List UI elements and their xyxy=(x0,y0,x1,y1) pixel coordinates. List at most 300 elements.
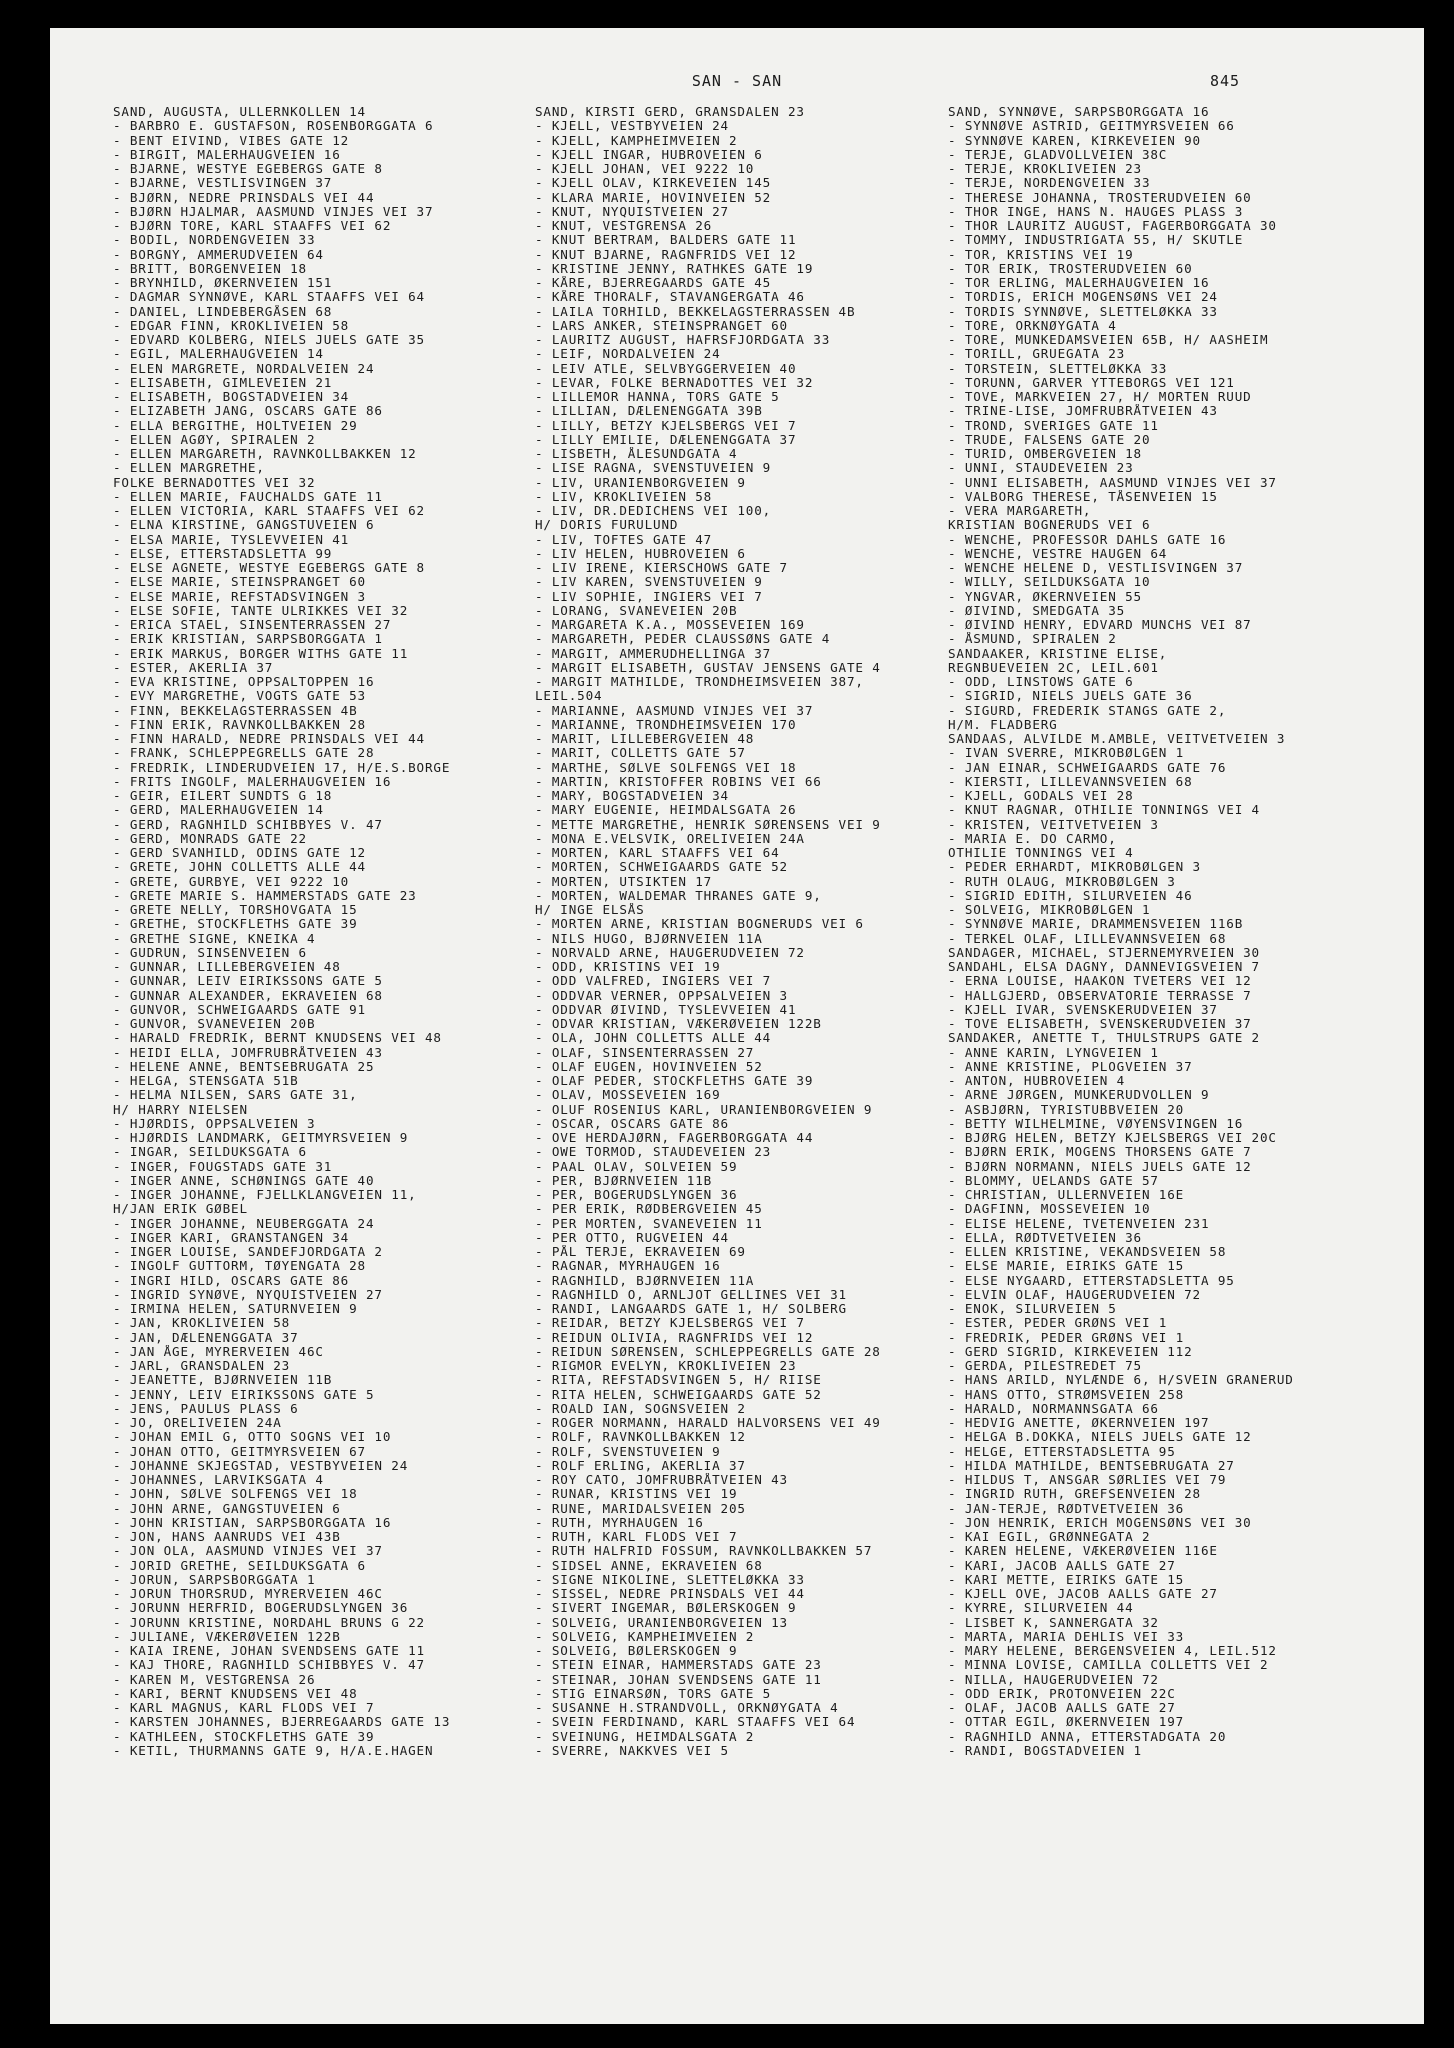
directory-entry: - ELLEN VICTORIA, KARL STAAFFS VEI 62 xyxy=(113,504,425,518)
directory-entry: H/ INGE ELSÅS xyxy=(535,903,645,917)
directory-entry: - SIGNE NIKOLINE, SLETTELØKKA 33 xyxy=(535,1572,805,1587)
directory-entry: - JORUNN KRISTINE, NORDAHL BRUNS G 22 xyxy=(113,1615,425,1630)
directory-entry: - WILLY, SEILDUKSGATA 10 xyxy=(948,575,1151,590)
directory-entry: - RAGNAR, MYRHAUGEN 16 xyxy=(535,1259,721,1274)
directory-entry: - RANDI, BOGSTADVEIEN 1 xyxy=(948,1743,1142,1758)
directory-entry: - ELLEN MARGRETHE, xyxy=(113,461,265,476)
directory-entry: - ERNA LOUISE, HAAKON TVETERS VEI 12 xyxy=(948,974,1252,989)
directory-entry: - INGER KARI, GRANSTANGEN 34 xyxy=(113,1230,350,1245)
directory-entry: KRISTIAN BOGNERUDS VEI 6 xyxy=(948,518,1151,533)
directory-entry: - GERD, MALERHAUGVEIEN 14 xyxy=(113,803,324,818)
directory-entry: - ODD VALFRED, INGIERS VEI 7 xyxy=(535,974,772,989)
directory-entry: - JON, HANS AANRUDS VEI 43B xyxy=(113,1530,341,1544)
directory-entry: - HJØRDIS, OPPSALVEIEN 3 xyxy=(113,1116,316,1131)
directory-entry: - MORTEN ARNE, KRISTIAN BOGNERUDS VEI 6 xyxy=(535,917,864,932)
directory-entry: - INGER LOUISE, SANDEFJORDGATA 2 xyxy=(113,1245,383,1259)
directory-entry: - ERICA STAEL, SINSENTERRASSEN 27 xyxy=(113,618,392,632)
directory-entry: - KJELL IVAR, SVENSKERUDVEIEN 37 xyxy=(948,1002,1218,1017)
directory-entry: LEIL.504 xyxy=(535,689,603,704)
directory-entry: - TOMMY, INDUSTRIGATA 55, H/ SKUTLE xyxy=(948,233,1244,248)
page-header-range: SAN - SAN xyxy=(691,72,783,90)
directory-entry: - PER ERIK, RØDBERGVEIEN 45 xyxy=(535,1202,763,1217)
directory-entry: - JORUN THORSRUD, MYRERVEIEN 46C xyxy=(113,1587,383,1601)
directory-entry: - GUNNAR, LEIV EIRIKSSONS GATE 5 xyxy=(113,974,383,989)
directory-entry: - INGER JOHANNE, NEUBERGGATA 24 xyxy=(113,1216,375,1231)
directory-entry: - ELSE MARIE, REFSTADSVINGEN 3 xyxy=(113,589,366,604)
directory-entry: - GRETHE SIGNE, KNEIKA 4 xyxy=(113,931,316,946)
directory-entry: - VERA MARGARETH, xyxy=(948,504,1092,518)
directory-entry: - JORID GRETHE, SEILDUKSGATA 6 xyxy=(113,1558,366,1573)
directory-entry: - SVERRE, NAKKVES VEI 5 xyxy=(535,1743,729,1758)
directory-entry: - MORTEN, SCHWEIGAARDS GATE 52 xyxy=(535,860,788,875)
directory-entry: - HELGE, ETTERSTADSLETTA 95 xyxy=(948,1444,1176,1459)
directory-entry: - TORILL, GRUEGATA 23 xyxy=(948,347,1126,362)
directory-entry: - FRITS INGOLF, MALERHAUGVEIEN 16 xyxy=(113,774,392,789)
directory-entry: - BRITT, BORGENVEIEN 18 xyxy=(113,261,307,276)
directory-entry: - ROY CATO, JOMFRUBRÅTVEIEN 43 xyxy=(535,1473,788,1487)
directory-entry: - KAREN M, VESTGRENSA 26 xyxy=(113,1672,316,1687)
directory-entry: - SUSANNE H.STRANDVOLL, ORKNØYGATA 4 xyxy=(535,1701,839,1715)
directory-entry: - LAURITZ AUGUST, HAFRSFJORDGATA 33 xyxy=(535,333,831,347)
directory-entry: - LEIF, NORDALVEIEN 24 xyxy=(535,347,721,362)
directory-entry: - ODDVAR ØIVIND, TYSLEVVEIEN 41 xyxy=(535,1002,797,1017)
directory-entry: SANDAAS, ALVILDE M.AMBLE, VEITVETVEIEN 3 xyxy=(948,732,1286,746)
directory-entry: - ELSE SOFIE, TANTE ULRIKKES VEI 32 xyxy=(113,603,409,618)
directory-entry: - PER OTTO, RUGVEIEN 44 xyxy=(535,1230,729,1245)
directory-entry: - KJELL, GODALS VEI 28 xyxy=(948,789,1134,803)
directory-entry: - TORSTEIN, SLETTELØKKA 33 xyxy=(948,361,1168,376)
directory-entry: - JOHN ARNE, GANGSTUVEIEN 6 xyxy=(113,1501,341,1516)
directory-entry: - ÅSMUND, SPIRALEN 2 xyxy=(948,632,1117,647)
directory-entry: - JORUNN HERFRID, BOGERUDSLYNGEN 36 xyxy=(113,1601,409,1616)
directory-entry: - KARL MAGNUS, KARL FLODS VEI 7 xyxy=(113,1701,375,1715)
directory-entry: - UNNI ELISABETH, AASMUND VINJES VEI 37 xyxy=(948,475,1277,490)
directory-entry: - TERKEL OLAF, LILLEVANNSVEIEN 68 xyxy=(948,931,1227,946)
directory-entry: - MARGIT MATHILDE, TRONDHEIMSVEIEN 387, xyxy=(535,675,864,689)
directory-entry: - RUTH OLAUG, MIKROBØLGEN 3 xyxy=(948,874,1176,889)
directory-entry: - YNGVAR, ØKERNVEIEN 55 xyxy=(948,589,1142,604)
directory-entry: - GRETE, JOHN COLLETTS ALLE 44 xyxy=(113,860,366,875)
directory-entry: - RUNE, MARIDALSVEIEN 205 xyxy=(535,1501,746,1516)
directory-entry: SAND, AUGUSTA, ULLERNKOLLEN 14 xyxy=(113,105,366,119)
directory-entry: - TURID, OMBERGVEIEN 18 xyxy=(948,447,1142,461)
directory-entry: - MINNA LOVISE, CAMILLA COLLETTS VEI 2 xyxy=(948,1658,1269,1673)
directory-entry: - SOLVEIG, BØLERSKOGEN 9 xyxy=(535,1644,738,1658)
directory-entry: - HEIDI ELLA, JOMFRUBRÅTVEIEN 43 xyxy=(113,1045,383,1060)
directory-entry: - OVE HERDAJØRN, FAGERBORGGATA 44 xyxy=(535,1131,814,1145)
directory-entry: - BJØRG HELEN, BETZY KJELSBERGS VEI 20C xyxy=(948,1131,1277,1145)
directory-entry: - RIGMOR EVELYN, KROKLIVEIEN 23 xyxy=(535,1359,797,1373)
directory-entry: - ROALD IAN, SOGNSVEIEN 2 xyxy=(535,1401,746,1416)
directory-entry: - PEDER ERHARDT, MIKROBØLGEN 3 xyxy=(948,860,1201,875)
directory-entry: - KAREN HELENE, VÆKERØVEIEN 116E xyxy=(948,1544,1218,1559)
directory-entry: - ANTON, HUBROVEIEN 4 xyxy=(948,1074,1126,1088)
page-number: 845 xyxy=(1210,72,1241,90)
directory-entry: - HEDVIG ANETTE, ØKERNVEIEN 197 xyxy=(948,1416,1210,1430)
directory-entry: - METTE MARGRETHE, HENRIK SØRENSENS VEI 9 xyxy=(535,817,881,832)
directory-entry: - LIV HELEN, HUBROVEIEN 6 xyxy=(535,546,746,561)
directory-entry: - KJELL OLAV, KIRKEVEIEN 145 xyxy=(535,176,772,191)
directory-entry: - OLAF, SINSENTERRASSEN 27 xyxy=(535,1045,755,1060)
directory-entry: - THOR LAURITZ AUGUST, FAGERBORGGATA 30 xyxy=(948,219,1277,233)
directory-entry: - KJELL, KAMPHEIMVEIEN 2 xyxy=(535,133,738,148)
directory-entry: - BARBRO E. GUSTAFSON, ROSENBORGGATA 6 xyxy=(113,119,434,134)
directory-entry: - ELLEN KRISTINE, VEKANDSVEIEN 58 xyxy=(948,1245,1227,1259)
directory-entry: - ASBJØRN, TYRISTUBBVEIEN 20 xyxy=(948,1102,1185,1117)
directory-entry: - KARI, JACOB AALLS GATE 27 xyxy=(948,1558,1176,1573)
directory-entry: - REIDUN OLIVIA, RAGNFRIDS VEI 12 xyxy=(535,1330,814,1345)
directory-entry: - GUNNAR, LILLEBERGVEIEN 48 xyxy=(113,960,341,974)
directory-entry: - KRISTEN, VEITVETVEIEN 3 xyxy=(948,817,1159,832)
directory-entry: - TOR, KRISTINS VEI 19 xyxy=(948,247,1134,262)
directory-entry: - REIDUN SØRENSEN, SCHLEPPEGRELLS GATE 28 xyxy=(535,1344,881,1359)
directory-entry: - ARNE JØRGEN, MUNKERUDVOLLEN 9 xyxy=(948,1088,1210,1103)
directory-entry: - GUNVOR, SVANEVEIEN 20B xyxy=(113,1017,316,1031)
directory-entry: - BJØRN ERIK, MOGENS THORSENS GATE 7 xyxy=(948,1145,1252,1160)
directory-entry: - UNNI, STAUDEVEIEN 23 xyxy=(948,461,1134,476)
directory-entry: - SYNNØVE KAREN, KIRKEVEIEN 90 xyxy=(948,133,1201,148)
directory-entry: - GERD, RAGNHILD SCHIBBYES V. 47 xyxy=(113,817,383,832)
directory-entry: - SOLVEIG, KAMPHEIMVEIEN 2 xyxy=(535,1629,755,1644)
directory-entry: - LILLY, BETZY KJELSBERGS VEI 7 xyxy=(535,418,797,433)
directory-entry: - ELIZABETH JANG, OSCARS GATE 86 xyxy=(113,404,383,419)
directory-entry: - TOVE, MARKVEIEN 27, H/ MORTEN RUUD xyxy=(948,390,1252,404)
directory-entry: - TORE, MUNKEDAMSVEIEN 65B, H/ AASHEIM xyxy=(948,333,1269,347)
directory-entry: - KJELL JOHAN, VEI 9222 10 xyxy=(535,162,755,176)
directory-entry: - GERD SIGRID, KIRKEVEIEN 112 xyxy=(948,1344,1193,1359)
directory-entry: - STEINAR, JOHAN SVENDSENS GATE 11 xyxy=(535,1672,822,1687)
directory-entry: - VALBORG THERESE, TÅSENVEIEN 15 xyxy=(948,489,1218,504)
directory-entry: - TORE, ORKNØYGATA 4 xyxy=(948,318,1117,333)
directory-entry: H/ DORIS FURULUND xyxy=(535,518,679,533)
directory-entry: - NILS HUGO, BJØRNVEIEN 11A xyxy=(535,931,763,946)
directory-entry: - MARTIN, KRISTOFFER ROBINS VEI 66 xyxy=(535,774,822,789)
directory-entry: - ELSE NYGAARD, ETTERSTADSLETTA 95 xyxy=(948,1273,1235,1288)
directory-entry: - TROND, SVERIGES GATE 11 xyxy=(948,418,1159,433)
directory-entry: - KIERSTI, LILLEVANNSVEIEN 68 xyxy=(948,774,1193,789)
directory-entry: - ESTER, AKERLIA 37 xyxy=(113,660,274,675)
directory-entry: - GUDRUN, SINSENVEIEN 6 xyxy=(113,945,307,960)
directory-entry: - OLAF PEDER, STOCKFLETHS GATE 39 xyxy=(535,1074,814,1088)
directory-entry: - SOLVEIG, URANIENBORGVEIEN 13 xyxy=(535,1615,788,1630)
directory-entry: - FRANK, SCHLEPPEGRELLS GATE 28 xyxy=(113,746,375,761)
directory-entry: - GUNVOR, SCHWEIGAARDS GATE 91 xyxy=(113,1002,366,1017)
directory-entry: - ØIVIND, SMEDGATA 35 xyxy=(948,603,1126,618)
directory-entry: - CHRISTIAN, ULLERNVEIEN 16E xyxy=(948,1188,1185,1202)
directory-entry: - INGAR, SEILDUKSGATA 6 xyxy=(113,1145,307,1160)
directory-entry: - PÅL TERJE, EKRAVEIEN 69 xyxy=(535,1245,746,1259)
directory-entry: - ANNE KRISTINE, PLOGVEIEN 37 xyxy=(948,1059,1193,1074)
directory-entry: - RITA HELEN, SCHWEIGAARDS GATE 52 xyxy=(535,1387,822,1402)
directory-entry: - HELGA B.DOKKA, NIELS JUELS GATE 12 xyxy=(948,1430,1252,1445)
directory-entry: - THOR INGE, HANS N. HAUGES PLASS 3 xyxy=(948,204,1244,219)
directory-entry: - FREDRIK, PEDER GRØNS VEI 1 xyxy=(948,1330,1185,1345)
directory-entry: - RUTH, KARL FLODS VEI 7 xyxy=(535,1530,738,1544)
directory-entry: - MONA E.VELSVIK, ORELIVEIEN 24A xyxy=(535,831,805,846)
directory-entry: - LILLY EMILIE, DÆLENENGGATA 37 xyxy=(535,432,797,447)
directory-entry: - NORVALD ARNE, HAUGERUDVEIEN 72 xyxy=(535,945,805,960)
directory-entry: REGNBUEVEIEN 2C, LEIL.601 xyxy=(948,660,1159,675)
directory-entry: - JENS, PAULUS PLASS 6 xyxy=(113,1401,299,1416)
directory-entry: - JULIANE, VÆKERØVEIEN 122B xyxy=(113,1629,341,1644)
directory-entry: - SIDSEL ANNE, EKRAVEIEN 68 xyxy=(535,1558,763,1573)
directory-entry: - LIV, KROKLIVEIEN 58 xyxy=(535,489,713,504)
directory-entry: - FINN, BEKKELAGSTERRASSEN 4B xyxy=(113,703,358,718)
directory-entry: - MARGARETH, PEDER CLAUSSØNS GATE 4 xyxy=(535,632,831,647)
directory-entry: - OSCAR, OSCARS GATE 86 xyxy=(535,1116,729,1131)
directory-entry: - PER, BJØRNVEIEN 11B xyxy=(535,1173,713,1188)
directory-entry: - JAN-TERJE, RØDTVETVEIEN 36 xyxy=(948,1501,1185,1516)
directory-entry: - RUTH, MYRHAUGEN 16 xyxy=(535,1515,704,1530)
directory-entry: - DAGFINN, MOSSEVEIEN 10 xyxy=(948,1202,1151,1217)
directory-entry: - HANS OTTO, STRØMSVEIEN 258 xyxy=(948,1387,1185,1402)
directory-entry: - KARI METTE, EIRIKS GATE 15 xyxy=(948,1572,1185,1587)
directory-entry: H/ HARRY NIELSEN xyxy=(113,1102,248,1117)
directory-entry: - RUNAR, KRISTINS VEI 19 xyxy=(535,1487,738,1502)
directory-entry: - FINN ERIK, RAVNKOLLBAKKEN 28 xyxy=(113,717,366,732)
directory-entry: - LAILA TORHILD, BEKKELAGSTERRASSEN 4B xyxy=(535,304,856,319)
directory-entry: - SIVERT INGEMAR, BØLERSKOGEN 9 xyxy=(535,1601,797,1616)
directory-entry: - MORTEN, WALDEMAR THRANES GATE 9, xyxy=(535,888,822,903)
directory-page xyxy=(50,28,1424,2024)
directory-entry: - KAJ THORE, RAGNHILD SCHIBBYES V. 47 xyxy=(113,1658,425,1673)
directory-entry: - INGRID RUTH, GREFSENVEIEN 28 xyxy=(948,1487,1201,1502)
directory-entry: - LILLEMOR HANNA, TORS GATE 5 xyxy=(535,390,780,404)
directory-entry: - JOHN KRISTIAN, SARPSBORGGATA 16 xyxy=(113,1515,392,1530)
directory-entry: - WENCHE HELENE D, VESTLISVINGEN 37 xyxy=(948,561,1244,575)
directory-entry: - STIG EINARSØN, TORS GATE 5 xyxy=(535,1686,772,1701)
directory-entry: - KJELL, VESTBYVEIEN 24 xyxy=(535,119,729,134)
directory-entry: - KYRRE, SILURVEIEN 44 xyxy=(948,1601,1134,1616)
directory-entry: - JON HENRIK, ERICH MOGENSØNS VEI 30 xyxy=(948,1515,1252,1530)
directory-entry: - HARALD, NORMANNSGATA 66 xyxy=(948,1401,1159,1416)
directory-entry: - WENCHE, PROFESSOR DAHLS GATE 16 xyxy=(948,532,1227,547)
directory-entry: - KNUT BJARNE, RAGNFRIDS VEI 12 xyxy=(535,247,797,262)
directory-entry: SANDAHL, ELSA DAGNY, DANNEVIGSVEIEN 7 xyxy=(948,960,1260,974)
directory-entry: - OTTAR EGIL, ØKERNVEIEN 197 xyxy=(948,1715,1185,1730)
directory-entry: - INGRID SYNØVE, NYQUISTVEIEN 27 xyxy=(113,1287,383,1302)
directory-entry: - SYNNØVE ASTRID, GEITMYRSVEIEN 66 xyxy=(948,119,1235,134)
directory-entry: - ROLF, RAVNKOLLBAKKEN 12 xyxy=(535,1430,746,1445)
directory-entry: - ELISABETH, GIMLEVEIEN 21 xyxy=(113,375,333,390)
directory-entry: - BRYNHILD, ØKERNVEIEN 151 xyxy=(113,276,333,290)
directory-entry: - RANDI, LANGAARDS GATE 1, H/ SOLBERG xyxy=(535,1302,847,1316)
directory-entry: - HANS ARILD, NYLÆNDE 6, H/SVEIN GRANERUD xyxy=(948,1373,1294,1388)
directory-entry: - ELLEN AGØY, SPIRALEN 2 xyxy=(113,432,316,447)
directory-entry: - REIDAR, BETZY KJELSBERGS VEI 7 xyxy=(535,1316,805,1331)
directory-entry: - HELENE ANNE, BENTSEBRUGATA 25 xyxy=(113,1059,375,1074)
directory-entry: - SOLVEIG, MIKROBØLGEN 1 xyxy=(948,903,1151,917)
directory-entry: - JEANETTE, BJØRNVEIEN 11B xyxy=(113,1373,333,1388)
directory-entry: - RAGNHILD O, ARNLJOT GELLINES VEI 31 xyxy=(535,1287,847,1302)
directory-entry: H/M. FLADBERG xyxy=(948,717,1058,732)
directory-entry: - KNUT RAGNAR, OTHILIE TONNINGS VEI 4 xyxy=(948,803,1260,818)
directory-entry: - JOHAN OTTO, GEITMYRSVEIEN 67 xyxy=(113,1444,366,1459)
directory-entry: - ERIK KRISTIAN, SARPSBORGGATA 1 xyxy=(113,632,383,647)
directory-entry: - BJARNE, VESTLISVINGEN 37 xyxy=(113,176,333,191)
column-3 xyxy=(948,105,1368,1758)
directory-entry: - MARTA, MARIA DEHLIS VEI 33 xyxy=(948,1629,1185,1644)
directory-entry: - ODDVAR VERNER, OPPSALVEIEN 3 xyxy=(535,988,788,1003)
directory-entry: - HJØRDIS LANDMARK, GEITMYRSVEIEN 9 xyxy=(113,1131,409,1145)
directory-entry: SANDAKER, ANETTE T, THULSTRUPS GATE 2 xyxy=(948,1031,1260,1046)
directory-entry: - SIGURD, FREDERIK STANGS GATE 2, xyxy=(948,703,1227,718)
directory-entry: - GERD SVANHILD, ODINS GATE 12 xyxy=(113,846,366,860)
directory-entry: - ØIVIND HENRY, EDVARD MUNCHS VEI 87 xyxy=(948,618,1252,632)
directory-entry: - RUTH HALFRID FOSSUM, RAVNKOLLBAKKEN 57 xyxy=(535,1544,873,1559)
directory-entry: - STEIN EINAR, HAMMERSTADS GATE 23 xyxy=(535,1658,822,1673)
directory-entry: - OWE TORMOD, STAUDEVEIEN 23 xyxy=(535,1145,772,1160)
directory-entry: - INGRI HILD, OSCARS GATE 86 xyxy=(113,1273,350,1288)
directory-entry: - EVY MARGRETHE, VOGTS GATE 53 xyxy=(113,689,366,704)
directory-entry: - KARSTEN JOHANNES, BJERREGAARDS GATE 13 xyxy=(113,1715,451,1730)
directory-entry: - GRETE NELLY, TORSHOVGATA 15 xyxy=(113,903,358,917)
directory-entry: - JOHN, SØLVE SOLFENGS VEI 18 xyxy=(113,1487,358,1502)
directory-entry: - JOHANNE SKJEGSTAD, VESTBYVEIEN 24 xyxy=(113,1458,409,1473)
directory-entry: - BJØRN, NEDRE PRINSDALS VEI 44 xyxy=(113,190,375,205)
directory-entry: - ODD ERIK, PROTONVEIEN 22C xyxy=(948,1686,1176,1701)
directory-entry: - MARIT, COLLETTS GATE 57 xyxy=(535,746,746,761)
directory-entry: - SIGRID, NIELS JUELS GATE 36 xyxy=(948,689,1193,704)
directory-entry: - JAN EINAR, SCHWEIGAARDS GATE 76 xyxy=(948,760,1227,775)
directory-entry: - SIGRID EDITH, SILURVEIEN 46 xyxy=(948,888,1193,903)
directory-entry: - TOVE ELISABETH, SVENSKERUDVEIEN 37 xyxy=(948,1017,1252,1031)
directory-entry: - HALLGJERD, OBSERVATORIE TERRASSE 7 xyxy=(948,988,1252,1003)
directory-entry: - MARTHE, SØLVE SOLFENGS VEI 18 xyxy=(535,760,797,775)
directory-entry: - EVA KRISTINE, OPPSALTOPPEN 16 xyxy=(113,675,375,689)
directory-entry: - MARIA E. DO CARMO, xyxy=(948,831,1117,846)
directory-entry: - LIV, URANIENBORGVEIEN 9 xyxy=(535,475,746,490)
directory-entry: - LISBETH, ÅLESUNDGATA 4 xyxy=(535,447,738,461)
directory-entry: - LEIV ATLE, SELVBYGGERVEIEN 40 xyxy=(535,361,797,376)
directory-entry: - INGER, FOUGSTADS GATE 31 xyxy=(113,1159,333,1174)
directory-entry: - ELLEN MARIE, FAUCHALDS GATE 11 xyxy=(113,489,383,504)
directory-entry: - LIV IRENE, KIERSCHOWS GATE 7 xyxy=(535,561,788,575)
directory-entry: - KNUT, VESTGRENSA 26 xyxy=(535,219,713,233)
directory-entry: - HILDA MATHILDE, BENTSEBRUGATA 27 xyxy=(948,1458,1235,1473)
directory-entry: - KLARA MARIE, HOVINVEIEN 52 xyxy=(535,190,772,205)
directory-entry: SAND, SYNNØVE, SARPSBORGGATA 16 xyxy=(948,105,1210,119)
directory-entry: - LISBET K, SANNERGATA 32 xyxy=(948,1615,1159,1630)
directory-entry: - GUNNAR ALEXANDER, EKRAVEIEN 68 xyxy=(113,988,383,1003)
directory-entry: - OLUF ROSENIUS KARL, URANIENBORGVEIEN 9 xyxy=(535,1102,873,1117)
directory-entry: - ODVAR KRISTIAN, VÆKERØVEIEN 122B xyxy=(535,1017,822,1031)
directory-entry: SANDAAKER, KRISTINE ELISE, xyxy=(948,646,1168,661)
directory-entry: - LIV KAREN, SVENSTUVEIEN 9 xyxy=(535,575,763,590)
directory-entry: - ELEN MARGRETE, NORDALVEIEN 24 xyxy=(113,361,375,376)
directory-entry: - TORDIS SYNNØVE, SLETTELØKKA 33 xyxy=(948,304,1218,319)
directory-entry: - ROLF, SVENSTUVEIEN 9 xyxy=(535,1444,721,1459)
directory-entry: - JOHANNES, LARVIKSGATA 4 xyxy=(113,1473,324,1487)
directory-entry: - BORGNY, AMMERUDVEIEN 64 xyxy=(113,247,324,262)
directory-entry: - MARGARETA K.A., MOSSEVEIEN 169 xyxy=(535,618,805,632)
directory-entry: - TOR ERIK, TROSTERUDVEIEN 60 xyxy=(948,261,1193,276)
directory-entry: - LIV SOPHIE, INGIERS VEI 7 xyxy=(535,589,763,604)
directory-entry: - ODD, KRISTINS VEI 19 xyxy=(535,960,721,974)
directory-entry: - ELLA, RØDTVETVEIEN 36 xyxy=(948,1230,1142,1245)
directory-entry: - BJARNE, WESTYE EGEBERGS GATE 8 xyxy=(113,162,383,176)
directory-entry: - JAN, KROKLIVEIEN 58 xyxy=(113,1316,291,1331)
directory-entry: - HILDUS T, ANSGAR SØRLIES VEI 79 xyxy=(948,1473,1227,1487)
directory-entry: - TRUDE, FALSENS GATE 20 xyxy=(948,432,1151,447)
directory-entry: - LIV, TOFTES GATE 47 xyxy=(535,532,713,547)
directory-entry: SAND, KIRSTI GERD, GRANSDALEN 23 xyxy=(535,105,805,119)
directory-entry: - HELGA, STENSGATA 51B xyxy=(113,1074,299,1088)
directory-entry: - ELNA KIRSTINE, GANGSTUVEIEN 6 xyxy=(113,518,375,533)
directory-entry: - FINN HARALD, NEDRE PRINSDALS VEI 44 xyxy=(113,732,425,746)
directory-entry: - JOHAN EMIL G, OTTO SOGNS VEI 10 xyxy=(113,1430,392,1445)
directory-entry: - TERJE, GLADVOLLVEIEN 38C xyxy=(948,147,1168,162)
directory-entry: - KNUT BERTRAM, BALDERS GATE 11 xyxy=(535,233,797,248)
directory-entry: - ESTER, PEDER GRØNS VEI 1 xyxy=(948,1316,1168,1331)
directory-entry: - LISE RAGNA, SVENSTUVEIEN 9 xyxy=(535,461,772,476)
directory-entry: - ROGER NORMANN, HARALD HALVORSENS VEI 49 xyxy=(535,1416,881,1430)
directory-entry: OTHILIE TONNINGS VEI 4 xyxy=(948,846,1134,860)
directory-entry: - BETTY WILHELMINE, VØYENSVINGEN 16 xyxy=(948,1116,1244,1131)
directory-entry: - ELISABETH, BOGSTADVEIEN 34 xyxy=(113,390,350,404)
directory-entry: - GERDA, PILESTREDET 75 xyxy=(948,1359,1142,1373)
directory-entry: - ELSE AGNETE, WESTYE EGEBERGS GATE 8 xyxy=(113,561,425,575)
directory-entry: - KJELL OVE, JACOB AALLS GATE 27 xyxy=(948,1587,1218,1601)
directory-entry: - MARY EUGENIE, HEIMDALSGATA 26 xyxy=(535,803,797,818)
directory-entry: - JENNY, LEIV EIRIKSSONS GATE 5 xyxy=(113,1387,375,1402)
directory-entry: - RAGNHILD ANNA, ETTERSTADGATA 20 xyxy=(948,1729,1227,1744)
directory-entry: - KRISTINE JENNY, RATHKES GATE 19 xyxy=(535,261,814,276)
directory-entry: - SYNNØVE MARIE, DRAMMENSVEIEN 116B xyxy=(948,917,1244,932)
directory-entry: - GRETE MARIE S. HAMMERSTADS GATE 23 xyxy=(113,888,417,903)
directory-entry: - LEVAR, FOLKE BERNADOTTES VEI 32 xyxy=(535,375,814,390)
directory-entry: - TERJE, KROKLIVEIEN 23 xyxy=(948,162,1142,176)
directory-entry: - HARALD FREDRIK, BERNT KNUDSENS VEI 48 xyxy=(113,1031,442,1046)
directory-entry: - KETIL, THURMANNS GATE 9, H/A.E.HAGEN xyxy=(113,1743,434,1758)
directory-entry: - BIRGIT, MALERHAUGVEIEN 16 xyxy=(113,147,341,162)
directory-entry: - GRETHE, STOCKFLETHS GATE 39 xyxy=(113,917,358,932)
directory-entry: - MARIANNE, AASMUND VINJES VEI 37 xyxy=(535,703,814,718)
directory-entry: - MORTEN, UTSIKTEN 17 xyxy=(535,874,713,889)
directory-entry: - ELSA MARIE, TYSLEVVEIEN 41 xyxy=(113,532,350,547)
directory-entry: - ERIK MARKUS, BORGER WITHS GATE 11 xyxy=(113,646,409,661)
directory-entry: - ELSE, ETTERSTADSLETTA 99 xyxy=(113,546,333,561)
directory-entry: - LILLIAN, DÆLENENGGATA 39B xyxy=(535,404,763,419)
directory-entry: - PER MORTEN, SVANEVEIEN 11 xyxy=(535,1216,763,1231)
directory-entry: - LARS ANKER, STEINSPRANGET 60 xyxy=(535,318,788,333)
directory-entry: - KJELL INGAR, HUBROVEIEN 6 xyxy=(535,147,763,162)
directory-entry: - TORDIS, ERICH MOGENSØNS VEI 24 xyxy=(948,290,1218,305)
directory-entry: - KATHLEEN, STOCKFLETHS GATE 39 xyxy=(113,1729,375,1744)
directory-entry: - BJØRN HJALMAR, AASMUND VINJES VEI 37 xyxy=(113,204,434,219)
directory-entry: FOLKE BERNADOTTES VEI 32 xyxy=(113,475,316,490)
directory-entry: - WENCHE, VESTRE HAUGEN 64 xyxy=(948,546,1168,561)
directory-entry: - GEIR, EILERT SUNDTS G 18 xyxy=(113,789,333,803)
directory-entry: - INGOLF GUTTORM, TØYENGATA 28 xyxy=(113,1259,366,1274)
directory-entry: - GERD, MONRADS GATE 22 xyxy=(113,831,307,846)
directory-entry: - DANIEL, LINDEBERGÅSEN 68 xyxy=(113,304,333,319)
directory-entry: - PER, BOGERUDSLYNGEN 36 xyxy=(535,1188,738,1202)
directory-entry: - GRETE, GURBYE, VEI 9222 10 xyxy=(113,874,350,889)
directory-entry: - BJØRN TORE, KARL STAAFFS VEI 62 xyxy=(113,219,392,233)
directory-entry: - MARIT, LILLEBERGVEIEN 48 xyxy=(535,732,755,746)
directory-entry: - ELISE HELENE, TVETENVEIEN 231 xyxy=(948,1216,1210,1231)
directory-entry: - JAN ÅGE, MYRERVEIEN 46C xyxy=(113,1344,324,1359)
directory-entry: - TOR ERLING, MALERHAUGVEIEN 16 xyxy=(948,276,1210,290)
directory-entry: H/JAN ERIK GØBEL xyxy=(113,1202,248,1217)
directory-entry: - JAN, DÆLENENGGATA 37 xyxy=(113,1330,299,1345)
directory-entry: - SISSEL, NEDRE PRINSDALS VEI 44 xyxy=(535,1587,805,1601)
directory-entry: - ELLA BERGITHE, HOLTVEIEN 29 xyxy=(113,418,358,433)
directory-entry: - ODD, LINSTOWS GATE 6 xyxy=(948,675,1134,689)
directory-entry: - KAI EGIL, GRØNNEGATA 2 xyxy=(948,1530,1151,1544)
directory-entry: - RAGNHILD, BJØRNVEIEN 11A xyxy=(535,1273,755,1288)
